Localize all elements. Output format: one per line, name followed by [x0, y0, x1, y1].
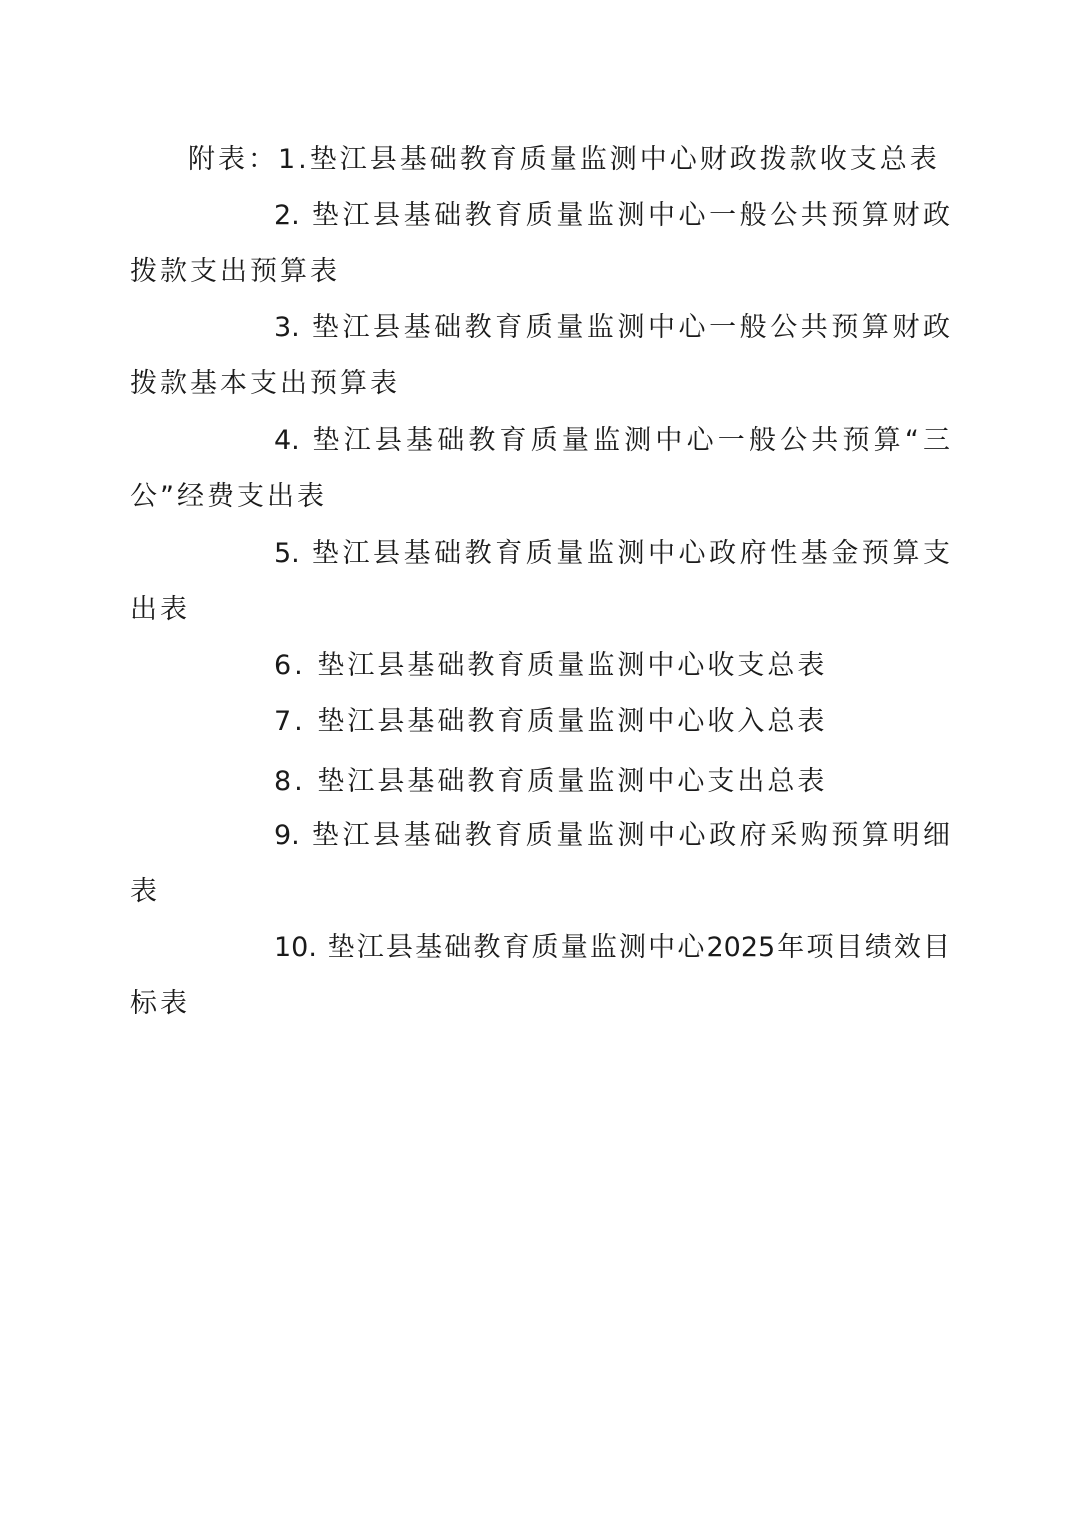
- attachment-item-10-line1: 10. 垫江县基础教育质量监测中心2025年项目绩效目: [274, 932, 950, 963]
- attachment-first-line: [188, 132, 940, 188]
- attachment-item-8-line1: 8. 垫江县基础教育质量监测中心支出总表: [274, 766, 828, 797]
- attachment-item-7-line1: 7. 垫江县基础教育质量监测中心收入总表: [274, 706, 828, 737]
- attachment-item-3-line2: 拨款基本支出预算表: [130, 368, 400, 399]
- attachment-item-2-line1-wrap: [274, 188, 950, 244]
- attachment-item-2-line2: 拨款支出预算表: [130, 256, 340, 287]
- attachment-item-9-line1: 9. 垫江县基础教育质量监测中心政府采购预算明细: [274, 820, 950, 851]
- attachment-item-4-line1-wrap: [274, 413, 950, 469]
- attachment-item-9-line1-wrap: [274, 808, 950, 864]
- attachment-item-9-line2: 表: [130, 876, 160, 907]
- attachment-item-4-line2: 公”经费支出表: [130, 481, 327, 512]
- attachment-item-1-line1: 1.垫江县基础教育质量监测中心财政拨款收支总表: [278, 144, 940, 175]
- attachment-item-3-line1: 3. 垫江县基础教育质量监测中心一般公共预算财政: [274, 312, 950, 343]
- attachment-item-3-line1-wrap: [274, 300, 950, 356]
- attachment-item-4-line1: 4. 垫江县基础教育质量监测中心一般公共预算“三: [274, 425, 950, 456]
- attachment-item-6-line1: 6. 垫江县基础教育质量监测中心收支总表: [274, 650, 828, 681]
- attachment-item-5-line2: 出表: [130, 594, 190, 625]
- attachment-heading: 附表：: [188, 144, 278, 175]
- attachment-item-2-line1: 2. 垫江县基础教育质量监测中心一般公共预算财政: [274, 200, 950, 231]
- attachment-item-10-line2: 标表: [130, 988, 190, 1019]
- attachment-item-5-line1-wrap: [274, 526, 950, 582]
- attachment-item-10-line1-wrap: [274, 920, 950, 976]
- attachment-item-5-line1: 5. 垫江县基础教育质量监测中心政府性基金预算支: [274, 538, 950, 569]
